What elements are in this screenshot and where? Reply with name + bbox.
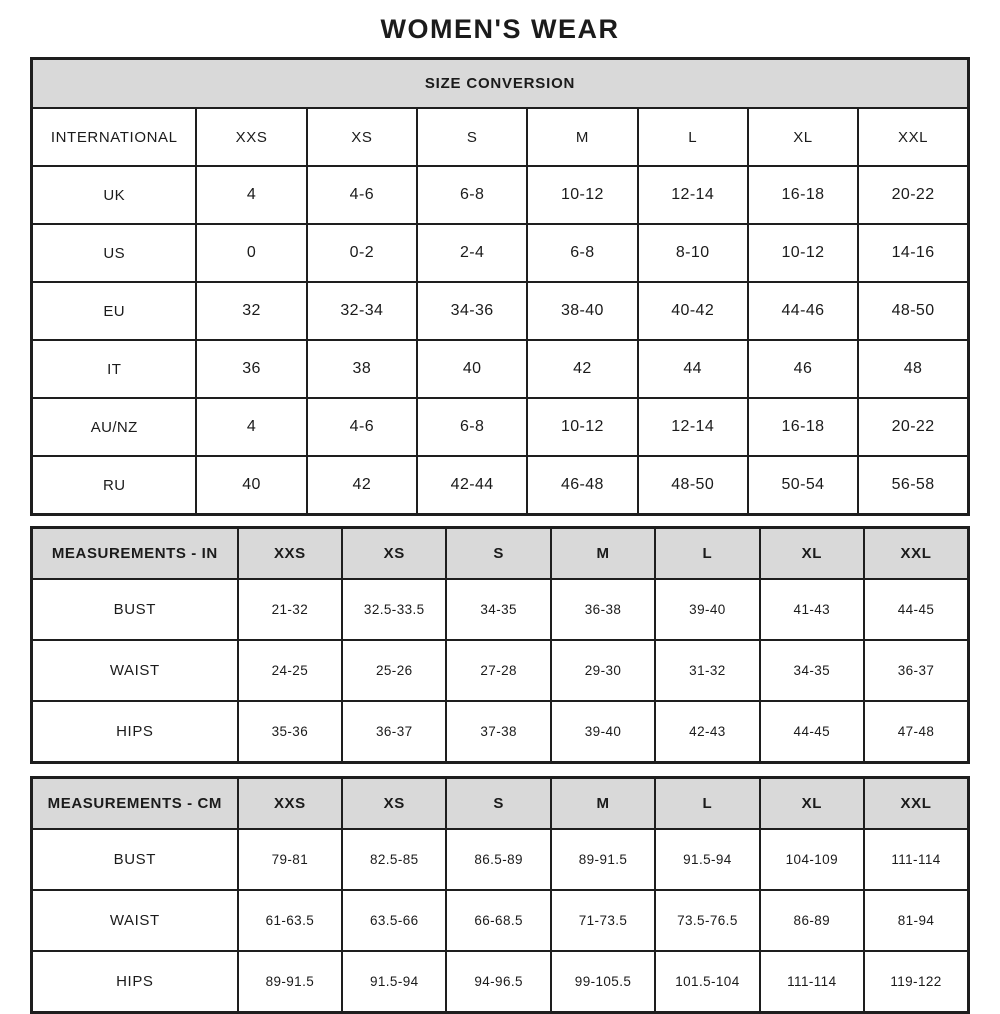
- measurement-cell: 86-89: [760, 890, 864, 951]
- measurement-cell: 35-36: [238, 701, 342, 763]
- table-banner-row: [32, 59, 969, 109]
- measurement-cell: 111-114: [864, 829, 968, 890]
- table-row-hips-cm: [32, 951, 969, 1013]
- size-value-cell: 38-40: [527, 282, 637, 340]
- size-value-cell: 2-4: [417, 224, 527, 282]
- size-header: S: [417, 108, 527, 166]
- measurement-cell: 99-105.5: [551, 951, 655, 1013]
- measurements-cm-header: MEASUREMENTS - CM: [32, 778, 238, 830]
- measurement-cell: 104-109: [760, 829, 864, 890]
- row-label: BUST: [32, 829, 238, 890]
- row-label: UK: [32, 166, 197, 224]
- measurement-cell: 89-91.5: [551, 829, 655, 890]
- table-row-uk: [32, 166, 969, 224]
- size-value-cell: 4: [196, 166, 306, 224]
- measurements-in-header-row: [32, 528, 969, 580]
- measurement-cell: 31-32: [655, 640, 759, 701]
- table-row-hips-in: [32, 701, 969, 763]
- size-value-cell: 34-36: [417, 282, 527, 340]
- row-label: HIPS: [32, 951, 238, 1013]
- measurement-cell: 21-32: [238, 579, 342, 640]
- row-label: IT: [32, 340, 197, 398]
- size-value-cell: 4-6: [307, 398, 417, 456]
- table-row-aunz: [32, 398, 969, 456]
- size-value-cell: 10-12: [527, 166, 637, 224]
- row-label: BUST: [32, 579, 238, 640]
- measurements-in-table: [30, 526, 970, 764]
- table-row-eu: [32, 282, 969, 340]
- size-value-cell: 40: [417, 340, 527, 398]
- measurement-cell: 91.5-94: [655, 829, 759, 890]
- size-value-cell: 8-10: [638, 224, 748, 282]
- row-label: AU/NZ: [32, 398, 197, 456]
- row-label: WAIST: [32, 890, 238, 951]
- size-value-cell: 6-8: [527, 224, 637, 282]
- measurement-cell: 44-45: [864, 579, 968, 640]
- measurement-cell: 101.5-104: [655, 951, 759, 1013]
- international-label: INTERNATIONAL: [32, 108, 197, 166]
- measurement-cell: 34-35: [446, 579, 550, 640]
- size-value-cell: 0-2: [307, 224, 417, 282]
- measurement-cell: 71-73.5: [551, 890, 655, 951]
- size-header: XXL: [864, 528, 968, 580]
- size-conversion-table: [30, 57, 970, 516]
- size-header: XS: [342, 528, 446, 580]
- measurement-cell: 39-40: [551, 701, 655, 763]
- measurement-cell: 81-94: [864, 890, 968, 951]
- table-row-waist-in: [32, 640, 969, 701]
- size-header: XL: [760, 778, 864, 830]
- size-header: XXS: [238, 778, 342, 830]
- size-header: XL: [760, 528, 864, 580]
- size-value-cell: 4-6: [307, 166, 417, 224]
- measurement-cell: 82.5-85: [342, 829, 446, 890]
- measurement-cell: 27-28: [446, 640, 550, 701]
- measurement-cell: 94-96.5: [446, 951, 550, 1013]
- measurement-cell: 32.5-33.5: [342, 579, 446, 640]
- size-value-cell: 4: [196, 398, 306, 456]
- size-value-cell: 38: [307, 340, 417, 398]
- size-value-cell: 10-12: [748, 224, 858, 282]
- measurements-cm-header-row: [32, 778, 969, 830]
- measurement-cell: 36-37: [342, 701, 446, 763]
- measurement-cell: 86.5-89: [446, 829, 550, 890]
- size-value-cell: 42: [527, 340, 637, 398]
- size-value-cell: 40-42: [638, 282, 748, 340]
- size-value-cell: 16-18: [748, 166, 858, 224]
- size-value-cell: 12-14: [638, 398, 748, 456]
- measurement-cell: 24-25: [238, 640, 342, 701]
- size-value-cell: 42-44: [417, 456, 527, 515]
- international-header-row: [32, 108, 969, 166]
- measurement-cell: 119-122: [864, 951, 968, 1013]
- size-value-cell: 12-14: [638, 166, 748, 224]
- size-conversion-header: SIZE CONVERSION: [32, 59, 969, 109]
- row-label: WAIST: [32, 640, 238, 701]
- row-label: EU: [32, 282, 197, 340]
- size-header: XXS: [238, 528, 342, 580]
- size-header: XXS: [196, 108, 306, 166]
- measurement-cell: 25-26: [342, 640, 446, 701]
- size-value-cell: 20-22: [858, 166, 968, 224]
- row-label: US: [32, 224, 197, 282]
- measurement-cell: 37-38: [446, 701, 550, 763]
- size-value-cell: 50-54: [748, 456, 858, 515]
- size-header: L: [638, 108, 748, 166]
- row-label: HIPS: [32, 701, 238, 763]
- size-value-cell: 48: [858, 340, 968, 398]
- size-header: S: [446, 778, 550, 830]
- size-value-cell: 46-48: [527, 456, 637, 515]
- size-value-cell: 46: [748, 340, 858, 398]
- size-value-cell: 32: [196, 282, 306, 340]
- table-row-bust-cm: [32, 829, 969, 890]
- size-value-cell: 48-50: [858, 282, 968, 340]
- size-value-cell: 6-8: [417, 166, 527, 224]
- size-value-cell: 44: [638, 340, 748, 398]
- size-value-cell: 40: [196, 456, 306, 515]
- size-value-cell: 48-50: [638, 456, 748, 515]
- size-header: XL: [748, 108, 858, 166]
- measurement-cell: 44-45: [760, 701, 864, 763]
- size-value-cell: 16-18: [748, 398, 858, 456]
- size-value-cell: 0: [196, 224, 306, 282]
- measurement-cell: 66-68.5: [446, 890, 550, 951]
- size-value-cell: 20-22: [858, 398, 968, 456]
- size-value-cell: 56-58: [858, 456, 968, 515]
- measurement-cell: 42-43: [655, 701, 759, 763]
- size-header: XS: [307, 108, 417, 166]
- size-header: M: [551, 778, 655, 830]
- size-header: S: [446, 528, 550, 580]
- page-title: WOMEN'S WEAR: [380, 14, 620, 44]
- size-header: XXL: [858, 108, 968, 166]
- measurement-cell: 29-30: [551, 640, 655, 701]
- measurement-cell: 47-48: [864, 701, 968, 763]
- measurement-cell: 79-81: [238, 829, 342, 890]
- measurements-in-header: MEASUREMENTS - IN: [32, 528, 238, 580]
- table-row-us: [32, 224, 969, 282]
- table-row-ru: [32, 456, 969, 515]
- row-label: RU: [32, 456, 197, 515]
- measurement-cell: 41-43: [760, 579, 864, 640]
- size-header: M: [551, 528, 655, 580]
- size-value-cell: 36: [196, 340, 306, 398]
- size-value-cell: 6-8: [417, 398, 527, 456]
- measurement-cell: 111-114: [760, 951, 864, 1013]
- measurement-cell: 36-38: [551, 579, 655, 640]
- table-row-bust-in: [32, 579, 969, 640]
- size-value-cell: 10-12: [527, 398, 637, 456]
- measurement-cell: 91.5-94: [342, 951, 446, 1013]
- size-header: XXL: [864, 778, 968, 830]
- size-value-cell: 42: [307, 456, 417, 515]
- measurement-cell: 63.5-66: [342, 890, 446, 951]
- measurement-cell: 34-35: [760, 640, 864, 701]
- size-header: XS: [342, 778, 446, 830]
- measurements-cm-table: [30, 776, 970, 1014]
- measurement-cell: 36-37: [864, 640, 968, 701]
- size-header: L: [655, 528, 759, 580]
- measurement-cell: 39-40: [655, 579, 759, 640]
- size-header: L: [655, 778, 759, 830]
- size-header: M: [527, 108, 637, 166]
- measurement-cell: 61-63.5: [238, 890, 342, 951]
- size-value-cell: 14-16: [858, 224, 968, 282]
- table-row-waist-cm: [32, 890, 969, 951]
- size-value-cell: 44-46: [748, 282, 858, 340]
- measurement-cell: 89-91.5: [238, 951, 342, 1013]
- table-row-it: [32, 340, 969, 398]
- measurement-cell: 73.5-76.5: [655, 890, 759, 951]
- size-value-cell: 32-34: [307, 282, 417, 340]
